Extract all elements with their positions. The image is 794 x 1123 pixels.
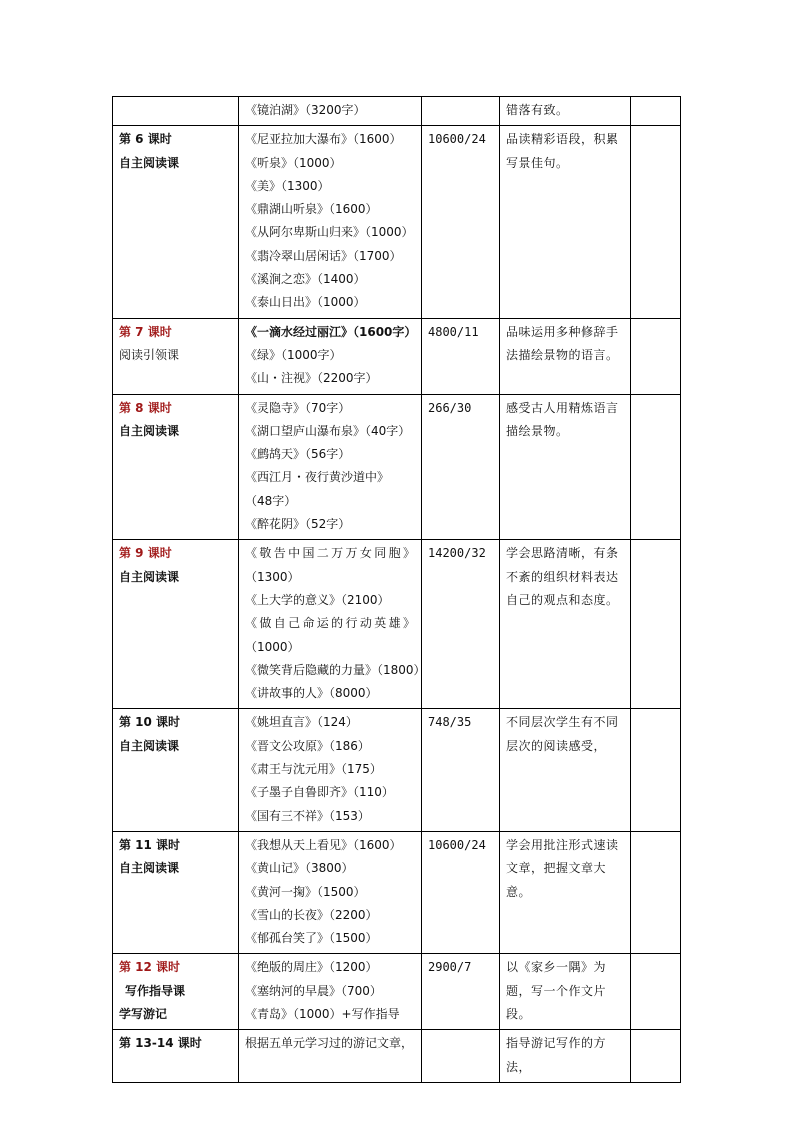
text-item: 《镜泊湖》（3200字） bbox=[245, 103, 366, 117]
text-item: 根据五单元学习过的游记文章， bbox=[245, 1036, 414, 1051]
text-item: 《晋文公攻原》（186） bbox=[245, 738, 370, 753]
text-item: （1000） bbox=[245, 639, 300, 654]
empty-cell bbox=[631, 394, 681, 540]
text-item: 《从阿尔卑斯山归来》（1000） bbox=[245, 225, 414, 240]
empty-cell bbox=[631, 97, 681, 126]
table-row bbox=[113, 954, 681, 1030]
text-item: 《肃王与沈元用》（175） bbox=[245, 762, 382, 777]
text-item: 《姚坦直言》（124） bbox=[245, 715, 358, 730]
text-item: 《上大学的意义》（2100） bbox=[245, 592, 390, 607]
table-row bbox=[113, 709, 681, 831]
word-count-cell: 266/30 bbox=[422, 394, 500, 540]
texts-cell bbox=[239, 709, 422, 831]
table-row bbox=[113, 318, 681, 394]
text-item: 《鹧鸪天》（56字） bbox=[245, 447, 351, 462]
text-item: 《国有三不祥》（153） bbox=[245, 808, 370, 823]
text-item: 《绿》（1000字） bbox=[245, 347, 342, 362]
goal-cell: 品味运用多种修辞手法描绘景物的语言。 bbox=[500, 318, 631, 394]
goal-cell: 指导游记写作的方法， bbox=[500, 1030, 631, 1083]
lesson-title: 第 10 课时 bbox=[119, 715, 181, 730]
lesson-cell bbox=[113, 709, 239, 831]
word-count-cell: 2900/7 bbox=[422, 954, 500, 1030]
lesson-cell bbox=[113, 126, 239, 318]
text-item: 《尼亚拉加大瀑布》（1600） bbox=[245, 132, 402, 147]
texts-cell bbox=[239, 540, 426, 709]
lesson-title: 第 11 课时 bbox=[119, 837, 181, 852]
lesson-type: 自主阅读课 bbox=[119, 155, 180, 170]
texts-cell bbox=[239, 394, 422, 540]
lesson-title: 第 8 课时 bbox=[119, 400, 172, 415]
text-item: 《湖口望庐山瀑布泉》（40字） bbox=[245, 423, 411, 438]
word-count-cell: 10600/24 bbox=[422, 831, 500, 953]
text-item: 《讲故事的人》（8000） bbox=[245, 686, 378, 701]
goal-cell: 感受古人用精炼语言描绘景物。 bbox=[500, 394, 631, 540]
lesson-cell bbox=[113, 97, 239, 126]
lesson-type: 自主阅读课 bbox=[119, 738, 180, 753]
text-item: 《黄山记》（3800） bbox=[245, 861, 354, 876]
word-count-cell: 4800/11 bbox=[422, 318, 500, 394]
texts-cell bbox=[239, 318, 422, 394]
goal-cell: 以《家乡一隅》为题，写一个作文片段。 bbox=[500, 954, 631, 1030]
word-count-cell: 10600/24 bbox=[422, 126, 500, 318]
texts-cell bbox=[239, 97, 422, 126]
lesson-title: 第 12 课时 bbox=[119, 960, 181, 975]
lesson-type: 自主阅读课 bbox=[119, 569, 180, 584]
goal-cell: 品读精彩语段，积累写景佳句。 bbox=[500, 126, 631, 318]
text-item: 《听泉》（1000） bbox=[245, 155, 342, 170]
text-item: 《做自己命运的行动英雄》 bbox=[245, 616, 415, 631]
lesson-cell bbox=[113, 318, 239, 394]
text-item: 《一滴水经过丽江》（1600字） bbox=[245, 324, 417, 339]
text-item: 《泰山日出》（1000） bbox=[245, 295, 366, 310]
table-row bbox=[113, 394, 681, 540]
text-item: 《美》（1300） bbox=[245, 178, 330, 193]
goal-cell: 学会用批注形式速读文章，把握文章大意。 bbox=[500, 831, 631, 953]
table-row bbox=[113, 831, 681, 953]
lesson-cell bbox=[113, 1030, 239, 1083]
lesson-title: 第 13-14 课时 bbox=[119, 1036, 202, 1051]
word-count-cell bbox=[422, 97, 500, 126]
lesson-cell bbox=[113, 831, 239, 953]
empty-cell bbox=[631, 831, 681, 953]
text-item: 《青岛》（1000）+写作指导 bbox=[245, 1006, 400, 1021]
text-item: 《溪涧之恋》（1400） bbox=[245, 272, 366, 287]
text-item: 《鼎湖山听泉》（1600） bbox=[245, 202, 378, 217]
text-item: （48字） bbox=[245, 493, 297, 508]
text-item: 《微笑背后隐藏的力量》（1800） bbox=[245, 662, 426, 677]
text-item: 《翡冷翠山居闲话》（1700） bbox=[245, 248, 402, 263]
word-count-cell: 14200/32 bbox=[422, 540, 500, 709]
texts-cell bbox=[239, 954, 422, 1030]
lesson-type: 自主阅读课 bbox=[119, 861, 180, 876]
table-row bbox=[113, 126, 681, 318]
lesson-type: 自主阅读课 bbox=[119, 423, 180, 438]
text-item: 《雪山的长夜》（2200） bbox=[245, 907, 378, 922]
text-item: 《子墨子自鲁即齐》（110） bbox=[245, 785, 394, 800]
text-item: 《西江月・夜行黄沙道中》 bbox=[245, 470, 390, 485]
table-row bbox=[113, 97, 681, 126]
empty-cell bbox=[631, 709, 681, 831]
lesson-title: 第 6 课时 bbox=[119, 132, 172, 147]
text-item: 《我想从天上看见》（1600） bbox=[245, 837, 402, 852]
reading-plan-table bbox=[112, 96, 681, 1083]
word-count-cell bbox=[422, 1030, 500, 1083]
goal-cell: 不同层次学生有不同层次的阅读感受， bbox=[500, 709, 631, 831]
empty-cell bbox=[631, 318, 681, 394]
goal-cell: 学会思路清晰，有条不紊的组织材料表达自己的观点和态度。 bbox=[500, 540, 631, 709]
text-item: （1300） bbox=[245, 569, 300, 584]
text-item: 《灵隐寺》（70字） bbox=[245, 400, 351, 415]
empty-cell bbox=[631, 1030, 681, 1083]
lesson-title: 第 7 课时 bbox=[119, 324, 172, 339]
lesson-cell bbox=[113, 394, 239, 540]
lesson-topic: 学写游记 bbox=[119, 1006, 168, 1021]
texts-cell bbox=[239, 1030, 422, 1083]
goal-cell: 错落有致。 bbox=[500, 97, 631, 126]
empty-cell bbox=[631, 954, 681, 1030]
text-item: 《山・注视》（2200字） bbox=[245, 371, 378, 386]
word-count-cell: 748/35 bbox=[422, 709, 500, 831]
text-item: 《绝版的周庄》（1200） bbox=[245, 960, 378, 975]
empty-cell bbox=[631, 126, 681, 318]
texts-cell bbox=[239, 831, 422, 953]
lesson-cell bbox=[113, 954, 239, 1030]
table-row bbox=[113, 1030, 681, 1083]
lesson-type: 写作指导课 bbox=[125, 983, 186, 998]
lesson-cell bbox=[113, 540, 239, 709]
table-row bbox=[113, 540, 681, 709]
texts-cell bbox=[239, 126, 422, 318]
text-item: 《郁孤台笑了》（1500） bbox=[245, 931, 378, 946]
lesson-title: 第 9 课时 bbox=[119, 546, 172, 561]
empty-cell bbox=[631, 540, 681, 709]
text-item: 《黄河一掬》（1500） bbox=[245, 884, 366, 899]
text-item: 《敬告中国二万万女同胞》 bbox=[245, 546, 415, 561]
text-item: 《塞纳河的早晨》（700） bbox=[245, 983, 382, 998]
text-item: 《醉花阴》（52字） bbox=[245, 517, 351, 532]
lesson-type: 阅读引领课 bbox=[119, 347, 180, 362]
